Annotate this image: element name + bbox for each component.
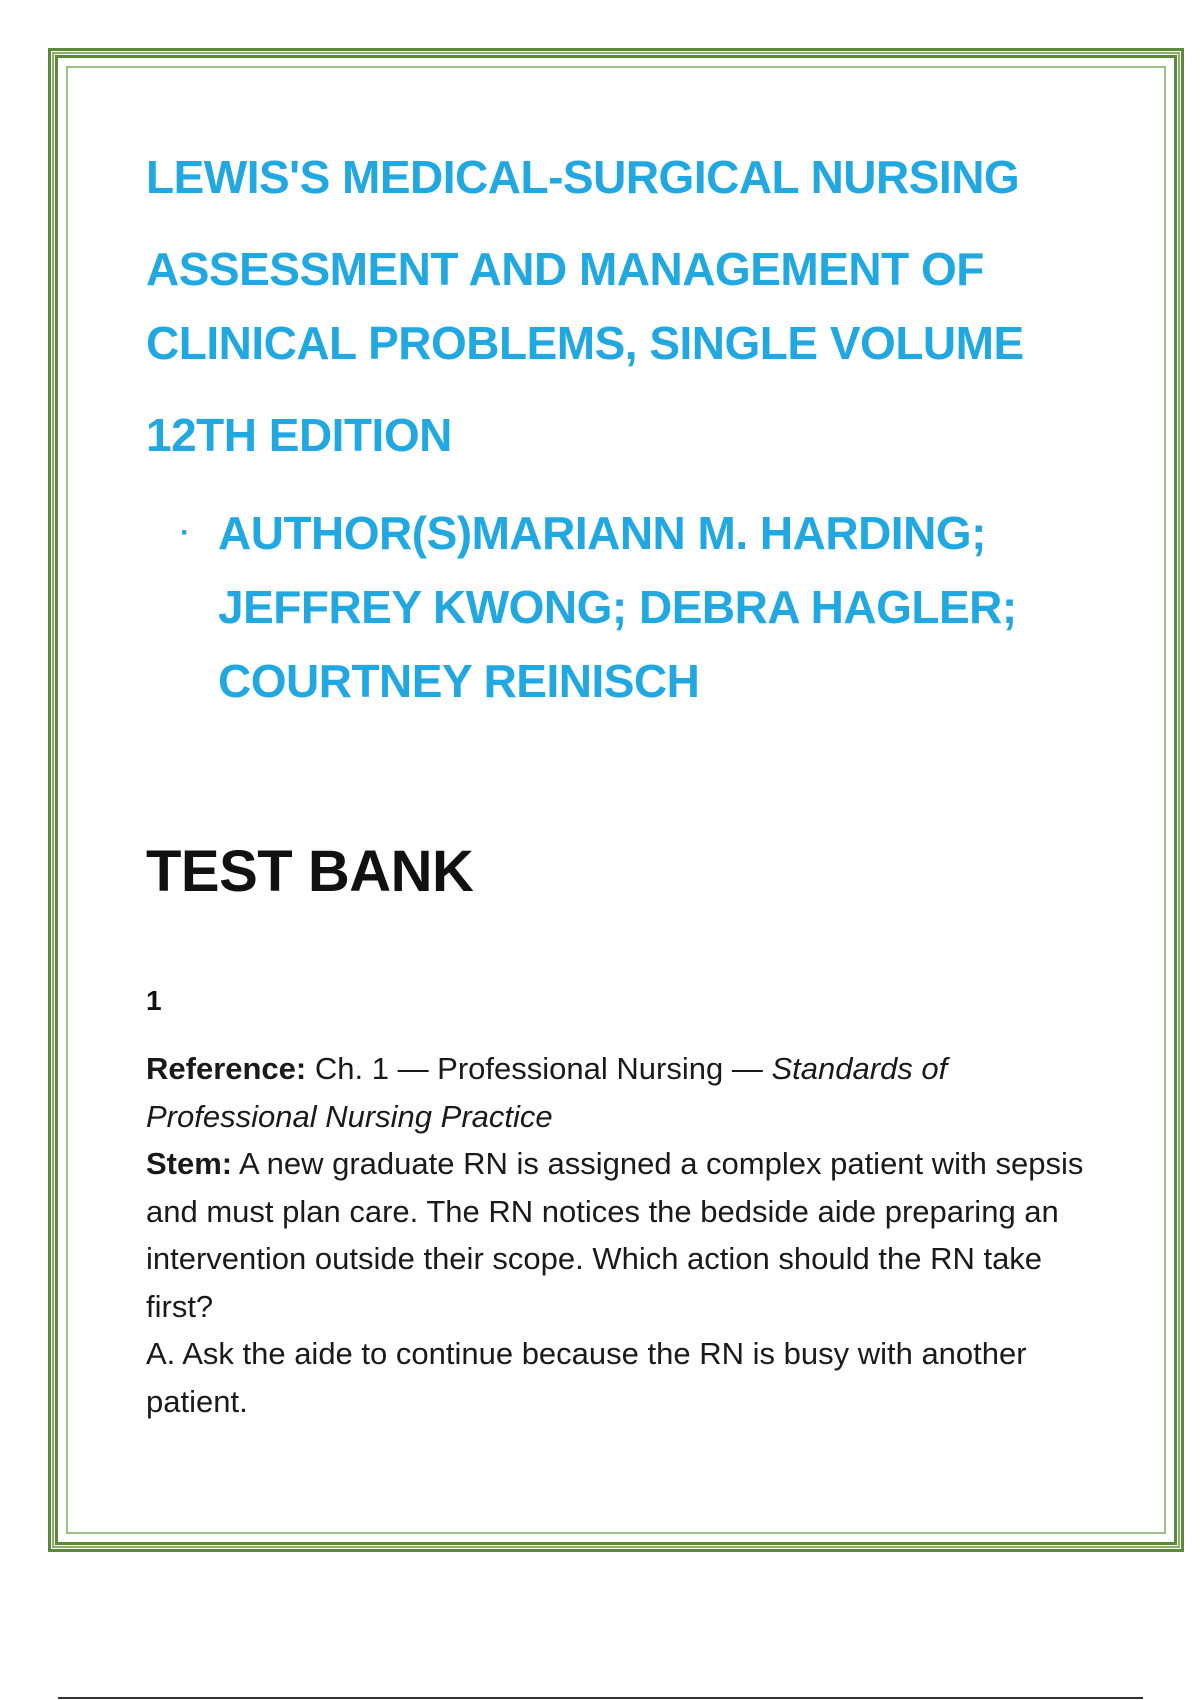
- question-body: [146, 1045, 1106, 1425]
- stem-text: A new graduate RN is assigned a complex patient with sepsis and must plan care. The RN notices the bedside aide preparing an intervention outside their scope. Which action should the RN take first?: [146, 1146, 1084, 1324]
- title-line-2: ASSESSMENT AND MANAGEMENT OF: [146, 243, 984, 295]
- reference-label: Reference:: [146, 1051, 307, 1086]
- section-title: TEST BANK: [146, 839, 474, 904]
- question-number: 1: [146, 985, 162, 1016]
- bullet-icon: ·: [180, 516, 190, 549]
- option-a: A. Ask the aide to continue because the RN is busy with another patient.: [146, 1336, 1027, 1419]
- reference-text: Ch. 1 — Professional Nursing —: [306, 1051, 772, 1086]
- stem-paragraph: [146, 1140, 1106, 1330]
- bottom-divider: [58, 1697, 1143, 1699]
- edition-line: 12TH EDITION: [146, 409, 452, 461]
- reference-italic: Standards of Professional Nursing Practice: [146, 1051, 948, 1134]
- author-names: AUTHOR(S)MARIANN M. HARDING; JEFFREY KWONG; DEBRA HAGLER; COURTNEY REINISCH: [218, 507, 1017, 707]
- reference-paragraph: [146, 1045, 1106, 1140]
- title-line-3: CLINICAL PROBLEMS, SINGLE VOLUME: [146, 317, 1024, 369]
- title-line-1: LEWIS'S MEDICAL-SURGICAL NURSING: [146, 151, 1020, 203]
- stem-label: Stem:: [146, 1146, 233, 1181]
